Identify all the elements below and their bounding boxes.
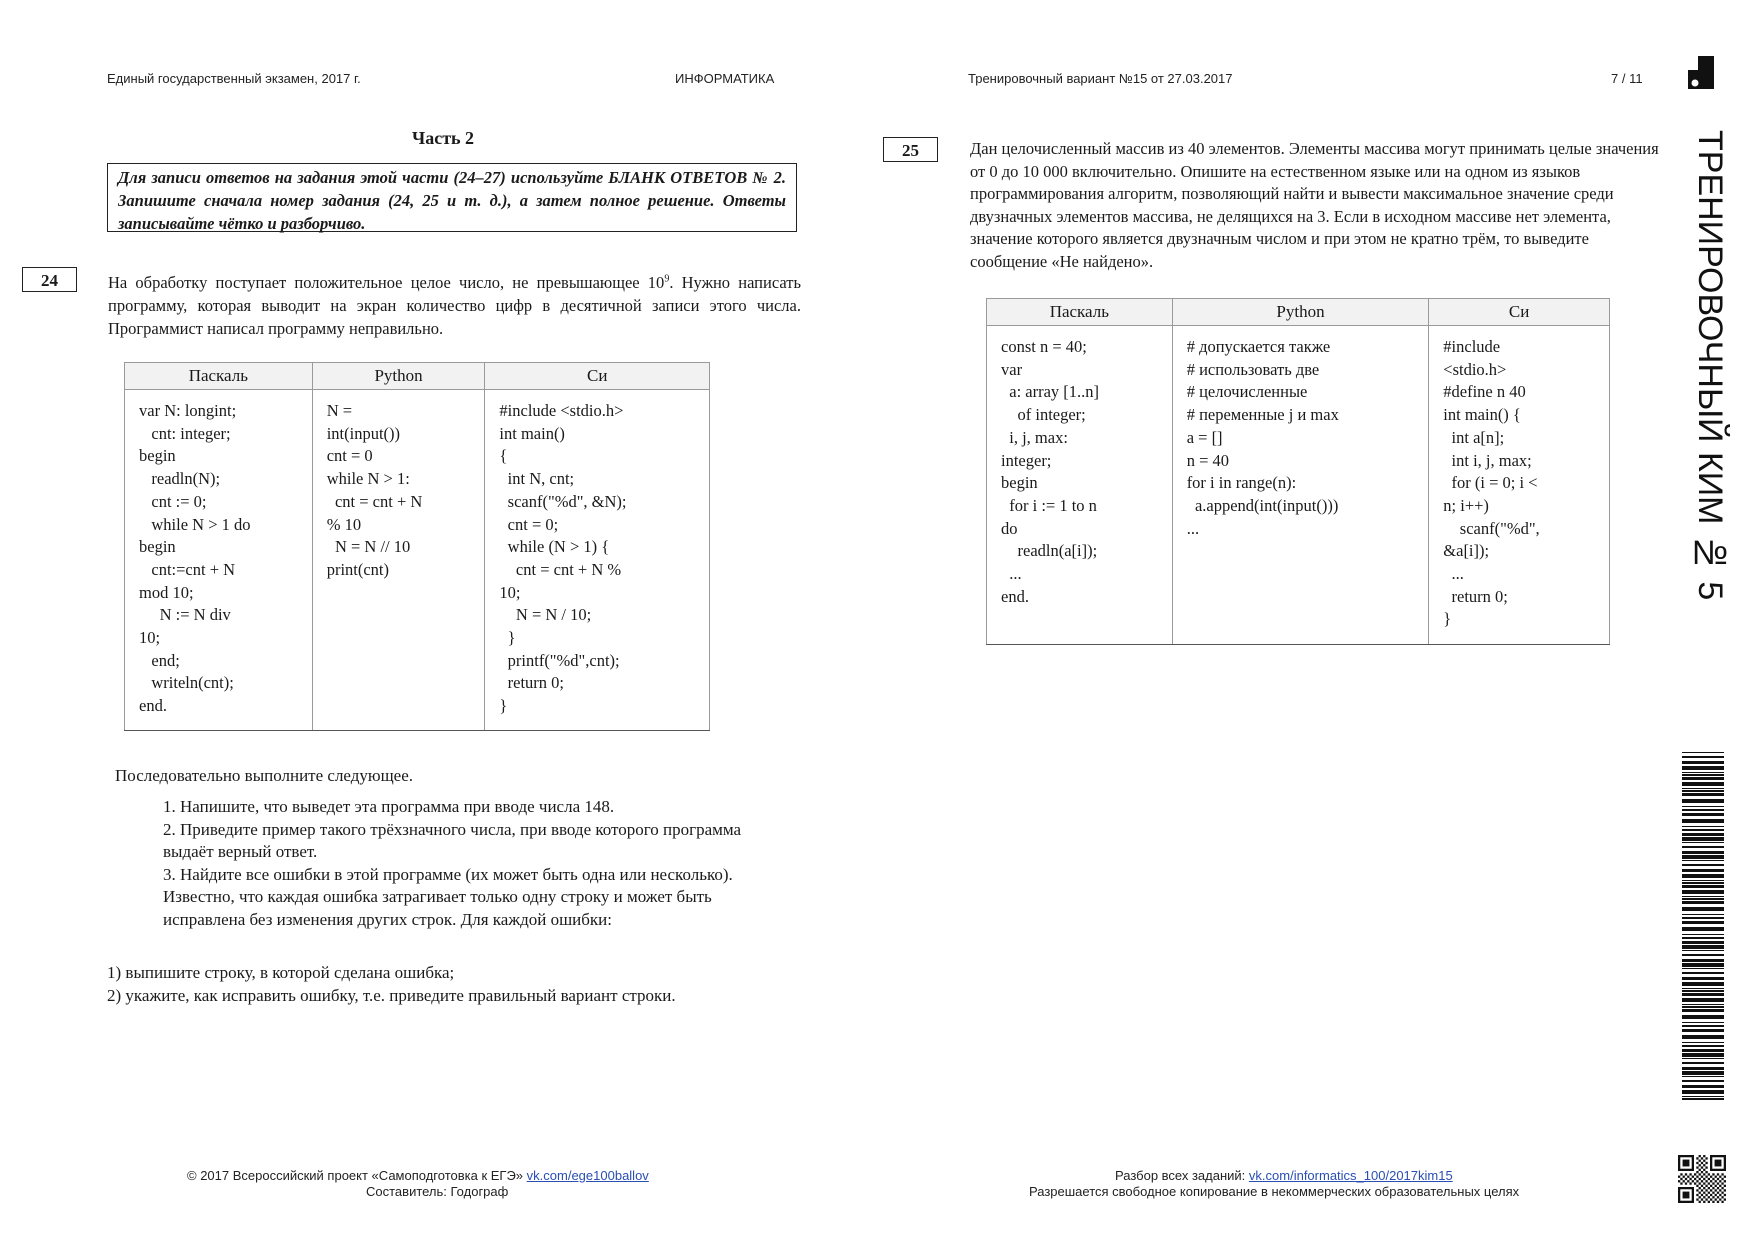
qr-module [1701, 1198, 1703, 1200]
qr-module [1687, 1180, 1689, 1182]
qr-module [1685, 1182, 1687, 1184]
qr-module [1699, 1160, 1701, 1162]
barcode-bar [1682, 752, 1724, 753]
qr-module [1710, 1194, 1712, 1196]
qr-module [1721, 1192, 1723, 1194]
qr-module [1705, 1176, 1707, 1178]
qr-code-icon [1678, 1155, 1726, 1203]
barcode-bar [1682, 945, 1724, 949]
qr-module [1696, 1194, 1698, 1196]
logo-icon [1688, 56, 1714, 89]
qr-module [1708, 1173, 1710, 1175]
barcode-bar [1682, 998, 1724, 1002]
barcode-bar [1682, 896, 1724, 897]
footer-analysis-text: Разбор всех заданий: [1115, 1168, 1246, 1183]
barcode-bar [1682, 950, 1724, 951]
qr-module [1719, 1185, 1721, 1187]
qr-module [1708, 1196, 1710, 1198]
footer-author: Составитель: Годограф [366, 1184, 509, 1199]
task-24-intro-rest: . Нужно написать программу, которая выводит на экран количество цифр в десятичной записи этого числа. Программист написал программу неправильно. [108, 273, 801, 338]
barcode-bar [1682, 829, 1724, 831]
part-title: Часть 2 [412, 128, 475, 148]
barcode-bar [1682, 799, 1724, 803]
barcode-bar [1682, 1058, 1724, 1059]
qr-module [1719, 1180, 1721, 1182]
qr-module [1721, 1182, 1723, 1184]
barcode-bar [1682, 842, 1724, 843]
qr-module [1703, 1201, 1705, 1203]
task-24-c-code: #include <stdio.h> int main() { int N, cnt; scanf("%d", &N); cnt = 0; while (N > 1) { cnt = cnt + N % 10; N = N / 10; } printf("%d",cnt); return 0; } [499, 401, 627, 716]
qr-module [1692, 1180, 1694, 1182]
qr-module [1701, 1171, 1703, 1173]
barcode-bar [1682, 1015, 1724, 1019]
barcode-bar [1682, 761, 1724, 764]
qr-module [1705, 1157, 1707, 1159]
qr-module [1703, 1169, 1705, 1171]
barcode-bar [1682, 1006, 1724, 1008]
barcode-bar [1682, 860, 1724, 861]
qr-module [1699, 1201, 1701, 1203]
qr-module [1696, 1185, 1698, 1187]
qr-module [1712, 1201, 1714, 1203]
qr-module [1721, 1173, 1723, 1175]
qr-module [1724, 1185, 1726, 1187]
barcode-bar [1682, 963, 1724, 967]
qr-module [1712, 1187, 1714, 1189]
qr-module [1721, 1187, 1723, 1189]
qr-module [1689, 1182, 1691, 1184]
barcode-bar [1682, 937, 1724, 939]
barcode-bar [1682, 864, 1724, 866]
barcode-bar [1682, 772, 1724, 773]
qr-module [1703, 1192, 1705, 1194]
barcode-bar [1682, 819, 1724, 823]
side-title: ТРЕНИРОВОЧНЫЙ КИМ № 5 [1691, 130, 1729, 601]
qr-module [1712, 1173, 1714, 1175]
qr-module [1703, 1173, 1705, 1175]
qr-module [1683, 1176, 1685, 1178]
barcode-bar [1682, 914, 1724, 915]
barcode-bar [1682, 826, 1724, 827]
qr-module [1694, 1182, 1696, 1184]
qr-module [1696, 1166, 1698, 1168]
qr-module [1689, 1173, 1691, 1175]
instructions-box: Для записи ответов на задания этой части (24–27) используйте БЛАНК ОТВЕТОВ № 2. Запишите сначала номер задания (24, 25 и т. д.), а затем полное решение. Ответы записывайте чётко и разборчиво. [107, 163, 797, 232]
qr-module [1678, 1176, 1680, 1178]
page-number: 7 / 11 [1611, 71, 1643, 86]
qr-module [1701, 1162, 1703, 1164]
footer-analysis [1115, 1168, 1453, 1183]
barcode-bar [1682, 982, 1724, 986]
qr-module [1696, 1198, 1698, 1200]
qr-module [1715, 1198, 1717, 1200]
task-24-pascal-code: var N: longint; cnt: integer; begin readln(N); cnt := 0; while N > 1 do begin cnt:=cnt + N mod 10; N := N div 10; end; writeln(cnt); end. [139, 401, 251, 716]
barcode-bar [1682, 917, 1724, 919]
qr-module [1712, 1192, 1714, 1194]
qr-module [1717, 1187, 1719, 1189]
qr-module [1696, 1171, 1698, 1173]
qr-module [1685, 1178, 1687, 1180]
barcode-bar [1682, 1071, 1724, 1075]
qr-module [1705, 1198, 1707, 1200]
qr-module [1710, 1180, 1712, 1182]
barcode-bar [1682, 833, 1724, 836]
qr-module [1724, 1176, 1726, 1178]
barcode-bar [1682, 977, 1724, 980]
qr-module [1703, 1187, 1705, 1189]
qr-module [1703, 1155, 1705, 1157]
qr-module [1715, 1180, 1717, 1182]
footer-license: Разрешается свободное копирование в некоммерческих образовательных целях [1029, 1184, 1520, 1199]
qr-module [1708, 1192, 1710, 1194]
barcode-bar [1682, 880, 1724, 881]
qr-module [1724, 1194, 1726, 1196]
barcode-bar [1682, 1098, 1724, 1100]
qr-module [1705, 1185, 1707, 1187]
qr-module [1708, 1182, 1710, 1184]
qr-module [1710, 1189, 1712, 1191]
barcode-bar [1682, 1067, 1724, 1070]
barcode-bar [1682, 756, 1724, 758]
barcode-bar [1682, 898, 1724, 900]
task-25-header-python: Python [1172, 299, 1429, 326]
qr-module [1710, 1185, 1712, 1187]
qr-module [1699, 1182, 1701, 1184]
qr-module [1701, 1185, 1703, 1187]
qr-module [1699, 1169, 1701, 1171]
barcode-bar [1682, 934, 1724, 935]
barcode-bar [1682, 869, 1724, 872]
barcode-bar [1682, 1080, 1724, 1082]
qr-module [1689, 1178, 1691, 1180]
barcode-bar [1682, 959, 1724, 962]
task-24-header-pascal: Паскаль [125, 363, 313, 390]
header-left: Единый государственный экзамен, 2017 г. [107, 71, 361, 86]
qr-module [1699, 1178, 1701, 1180]
qr-module [1724, 1198, 1726, 1200]
barcode-bar [1682, 1090, 1724, 1094]
qr-module [1705, 1180, 1707, 1182]
qr-module [1699, 1173, 1701, 1175]
barcode-bar [1682, 1085, 1724, 1088]
qr-module [1685, 1173, 1687, 1175]
qr-module [1680, 1182, 1682, 1184]
task-24-sub-1: 1) выпишите строку, в которой сделана ошибка; [107, 963, 455, 982]
qr-module [1703, 1178, 1705, 1180]
qr-module [1717, 1201, 1719, 1203]
task-24-items [163, 796, 763, 931]
qr-module [1724, 1180, 1726, 1182]
task-25-python-code: # допускается также # использовать две # целочисленные # переменные j и max a = [] n = 40 for i in range(n): a.append(int(input())) ... [1186, 337, 1339, 538]
qr-module [1705, 1189, 1707, 1191]
qr-module [1719, 1176, 1721, 1178]
qr-module [1715, 1160, 1722, 1167]
barcode-bar [1682, 988, 1724, 989]
barcode-bar [1682, 972, 1724, 974]
qr-module [1712, 1196, 1714, 1198]
barcode-bar [1682, 927, 1724, 931]
barcode-bar [1682, 993, 1724, 996]
qr-module [1692, 1176, 1694, 1178]
barcode-bar [1682, 890, 1724, 894]
qr-module [1694, 1173, 1696, 1175]
task-24-python-code: N = int(input()) cnt = 0 while N > 1: cnt = cnt + N % 10 N = N // 10 print(cnt) [326, 401, 423, 579]
qr-module [1708, 1201, 1710, 1203]
task-25-number: 25 [883, 137, 938, 162]
qr-module [1701, 1176, 1703, 1178]
qr-module [1703, 1160, 1705, 1162]
qr-module [1680, 1178, 1682, 1180]
barcode-bar [1682, 1062, 1724, 1064]
qr-module [1680, 1173, 1682, 1175]
task-24-number: 24 [22, 267, 77, 292]
qr-module [1715, 1176, 1717, 1178]
barcode-bar [1682, 1029, 1724, 1032]
qr-module [1717, 1178, 1719, 1180]
qr-module [1708, 1178, 1710, 1180]
qr-module [1715, 1185, 1717, 1187]
header-variant: Тренировочный вариант №15 от 27.03.2017 [968, 71, 1233, 86]
barcode-bar [1682, 846, 1724, 848]
qr-module [1701, 1157, 1703, 1159]
barcode-bar [1682, 851, 1724, 854]
qr-module [1705, 1162, 1707, 1164]
task-24-intro-sup: 9 [664, 273, 670, 285]
qr-module [1719, 1198, 1721, 1200]
barcode-bar [1682, 901, 1724, 904]
barcode-bar [1682, 1076, 1724, 1077]
qr-module [1705, 1194, 1707, 1196]
qr-module [1705, 1171, 1707, 1173]
barcode-bar [1682, 1053, 1724, 1057]
barcode-bar [1682, 788, 1724, 789]
footer-copyright-text: © 2017 Всероссийский проект «Самоподготовка к ЕГЭ» [187, 1168, 524, 1183]
qr-module [1717, 1182, 1719, 1184]
task-24-header-c: Си [485, 363, 710, 390]
qr-module [1717, 1173, 1719, 1175]
footer-link-kim15[interactable]: vk.com/informatics_100/2017kim15 [1248, 1168, 1453, 1183]
qr-module [1717, 1196, 1719, 1198]
qr-module [1705, 1166, 1707, 1168]
qr-module [1717, 1192, 1719, 1194]
footer-copyright [187, 1168, 649, 1183]
qr-module [1683, 1180, 1685, 1182]
qr-module [1701, 1194, 1703, 1196]
task-24-code-table [124, 362, 710, 731]
qr-module [1699, 1192, 1701, 1194]
qr-module [1696, 1176, 1698, 1178]
qr-module [1699, 1187, 1701, 1189]
qr-module [1683, 1160, 1690, 1167]
task-24-sub-2: 2) укажите, как исправить ошибку, т.е. приведите правильный вариант строки. [107, 986, 676, 1005]
qr-module [1696, 1189, 1698, 1191]
barcode-bar [1682, 1045, 1724, 1047]
qr-module [1699, 1155, 1701, 1157]
barcode-bar [1682, 813, 1724, 816]
qr-module [1715, 1194, 1717, 1196]
barcode-bar [1682, 1025, 1724, 1027]
task-24-item-3: 3. Найдите все ошибки в этой программе (их может быть одна или несколько). Известно, что каждая ошибка затрагивает только одну строку и может быть исправлена без изменения других строк. Для каждой ошибки: [163, 864, 733, 929]
barcode-bar [1682, 790, 1724, 792]
barcode-bar [1682, 806, 1724, 807]
qr-module [1721, 1196, 1723, 1198]
qr-module [1678, 1180, 1680, 1182]
barcode-bar [1682, 766, 1724, 770]
qr-module [1683, 1192, 1690, 1199]
qr-module [1715, 1189, 1717, 1191]
qr-module [1703, 1164, 1705, 1166]
task-25-header-pascal: Паскаль [987, 299, 1173, 326]
qr-module [1719, 1194, 1721, 1196]
barcode-bar [1682, 990, 1724, 992]
qr-module [1696, 1180, 1698, 1182]
qr-module [1701, 1189, 1703, 1191]
task-24-intro-text: На обработку поступает положительное целое число, не превышающее 10 [108, 273, 665, 292]
barcode-bar [1682, 1096, 1724, 1097]
qr-module [1712, 1182, 1714, 1184]
header-subject: ИНФОРМАТИКА [675, 71, 775, 86]
qr-module [1712, 1178, 1714, 1180]
qr-module [1699, 1196, 1701, 1198]
barcode-bar [1682, 968, 1724, 969]
barcode-bar [1682, 874, 1724, 878]
barcode-bar [1682, 777, 1724, 780]
barcode-bar [1682, 1042, 1724, 1043]
task-24-item-2: 2. Приведите пример такого трёхзначного числа, при вводе которого программа выдаёт верный ответ. [163, 819, 742, 861]
task-25-c-code: #include <stdio.h> #define n 40 int main() { int a[n]; int i, j, max; for (i = 0; i < n; i++) scanf("%d", &a[i]); ... return 0; } [1443, 337, 1540, 629]
qr-module [1696, 1157, 1698, 1159]
footer-link-ege100ballov[interactable]: vk.com/ege100ballov [526, 1168, 649, 1183]
qr-module [1699, 1164, 1701, 1166]
task-25-code-table [986, 298, 1610, 645]
barcode-bar [1682, 921, 1724, 924]
barcode-bar [1682, 1035, 1724, 1039]
qr-module [1701, 1166, 1703, 1168]
barcode-bar [1682, 882, 1724, 884]
qr-module [1703, 1182, 1705, 1184]
barcode-bar [1682, 1009, 1724, 1012]
barcode-bar [1682, 1004, 1724, 1005]
qr-module [1701, 1180, 1703, 1182]
task-25-text: Дан целочисленный массив из 40 элементов. Элементы массива могут принимать целые значения от 0 до 10 000 включительно. Опишите на естественном языке или на одном из языков программирования алгоритм, позволяющий найти и вывести максимальное значение среди двузначных элементов массива, не делящихся на 3. Если в исходном массиве нет элемента, значение которого является двузначным числом и при этом не кратно трём, то выведите сообщение «Не найдено». [970, 139, 1659, 271]
barcode-bar [1682, 941, 1724, 944]
barcode-bar [1682, 809, 1724, 811]
qr-module [1687, 1176, 1689, 1178]
task-24-intro [108, 271, 801, 340]
qr-module [1696, 1162, 1698, 1164]
qr-module [1710, 1198, 1712, 1200]
barcode-bar [1682, 907, 1724, 911]
barcode-bar [1682, 774, 1724, 776]
barcode-bar [1682, 1022, 1724, 1023]
barcode-bar [1682, 793, 1724, 796]
qr-module [1710, 1176, 1712, 1178]
task-24-item-1: 1. Напишите, что выведет эта программа при вводе числа 148. [163, 797, 615, 816]
qr-module [1724, 1189, 1726, 1191]
barcode-bar [1682, 954, 1724, 956]
qr-module [1703, 1196, 1705, 1198]
barcode-bar [1682, 1049, 1724, 1052]
task-25-pascal-code: const n = 40; var a: array [1..n] of integer; i, j, max: integer; begin for i := 1 to n do readln(a[i]); ... end. [1001, 337, 1100, 606]
barcode-bar [1682, 782, 1724, 786]
qr-module [1721, 1201, 1723, 1203]
barcode-bar [1682, 837, 1724, 841]
qr-module [1721, 1178, 1723, 1180]
qr-module [1708, 1187, 1710, 1189]
task-24-sequence: Последовательно выполните следующее. [115, 766, 414, 785]
barcode-bar [1682, 885, 1724, 888]
barcode-icon [1682, 752, 1724, 1100]
task-24-header-python: Python [312, 363, 485, 390]
task-25-header-c: Си [1429, 299, 1610, 326]
barcode-bar [1682, 855, 1724, 859]
qr-module [1694, 1178, 1696, 1180]
qr-module [1719, 1189, 1721, 1191]
